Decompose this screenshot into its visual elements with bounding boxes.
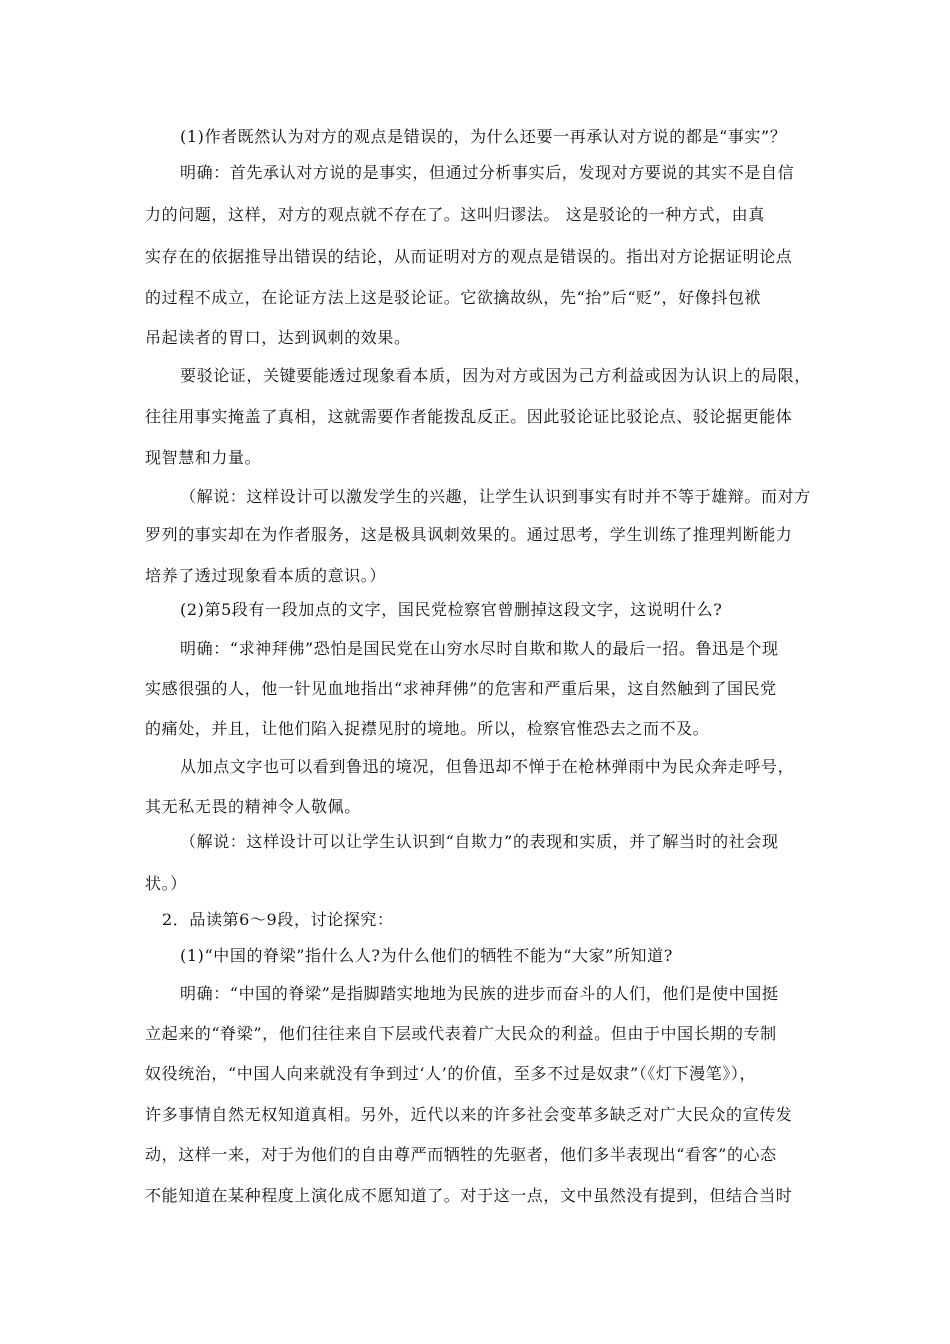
text-line: 培养了透过现象看本质的意识。） bbox=[145, 566, 387, 585]
text-line: 力的问题，这样，对方的观点就不存在了。这叫归谬法。 这是驳论的一种方式，由真 bbox=[145, 205, 765, 224]
text-line: 立起来的“脊梁”，他们往往来自下层或代表着广大民众的利益。但由于中国长期的专制 bbox=[145, 1024, 777, 1043]
text-line: 状。） bbox=[145, 874, 187, 893]
text-line: （解说：这样设计可以激发学生的兴趣，让学生认识到事实有时并不等于雄辩。而对方 bbox=[180, 487, 811, 506]
text-line: 其无私无畏的精神令人敬佩。 bbox=[145, 797, 361, 816]
text-line: 从加点文字也可以看到鲁迅的境况，但鲁迅却不惮于在枪林弹雨中为民众奔走呼号， bbox=[180, 757, 795, 776]
text-line: 实感很强的人，他一针见血地指出“求神拜佛”的危害和严重后果，这自然触到了国民党 bbox=[145, 679, 777, 698]
text-line: (1)“中国的脊梁”指什么人?为什么他们的牺牲不能为“大家”所知道? bbox=[180, 946, 673, 965]
text-line: 明确：首先承认对方说的是事实，但通过分析事实后，发现对方要说的其实不是自信 bbox=[180, 163, 795, 182]
text-line: 奴役统治，“中国人向来就没有争到过‘人’的价值，至多不过是奴隶”（《灯下漫笔》）， bbox=[145, 1064, 757, 1083]
text-line: 现智慧和力量。 bbox=[145, 448, 262, 467]
text-line: 罗列的事实却在为作者服务，这是极具讽刺效果的。通过思考，学生训练了推理判断能力 bbox=[145, 525, 793, 544]
text-line: 要驳论证，关键要能透过现象看本质，因为对方或因为己方利益或因为认识上的局限， bbox=[180, 366, 811, 385]
text-line: 明确：“中国的脊梁”是指脚踏实地地为民族的进步而奋斗的人们，他们是使中国挺 bbox=[180, 984, 779, 1003]
section-heading: 2．品读第6～9段，讨论探究： bbox=[162, 910, 394, 929]
text-line: （解说：这样设计可以让学生认识到“自欺力”的表现和实质，并了解当时的社会现 bbox=[180, 832, 779, 851]
text-line: 往往用事实掩盖了真相，这就需要作者能拨乱反正。因此驳论证比驳论点、驳论据更能体 bbox=[145, 407, 793, 426]
text-line: 动，这样一来，对于为他们的自由尊严而牺牲的先驱者，他们多半表现出“看客”的心态 bbox=[145, 1145, 777, 1164]
text-line: 的痛处，并且，让他们陷入捉襟见肘的境地。所以，检察官惟恐去之而不及。 bbox=[145, 719, 710, 738]
text-line: 吊起读者的胃口，达到讽刺的效果。 bbox=[145, 328, 411, 347]
text-line: 许多事情自然无权知道真相。另外，近代以来的许多社会变革多缺乏对广大民众的宣传发 bbox=[145, 1105, 793, 1124]
text-line: 不能知道在某种程度上演化成不愿知道了。对于这一点，文中虽然没有提到，但结合当时 bbox=[145, 1186, 793, 1205]
text-line: 的过程不成立，在论证方法上这是驳论证。它欲擒故纵，先“抬”后“贬”，好像抖包袱 bbox=[145, 288, 762, 307]
text-line: 实存在的依据推导出错误的结论，从而证明对方的观点是错误的。指出对方论据证明论点 bbox=[145, 247, 793, 266]
text-line: (1)作者既然认为对方的观点是错误的，为什么还要一再承认对方说的都是“事实”？ bbox=[180, 127, 787, 146]
text-line: 明确：“求神拜佛”恐怕是国民党在山穷水尽时自欺和欺人的最后一招。鲁迅是个现 bbox=[180, 639, 779, 658]
text-line: (2)第5段有一段加点的文字，国民党检察官曾删掉这段文字，这说明什么? bbox=[180, 600, 723, 619]
